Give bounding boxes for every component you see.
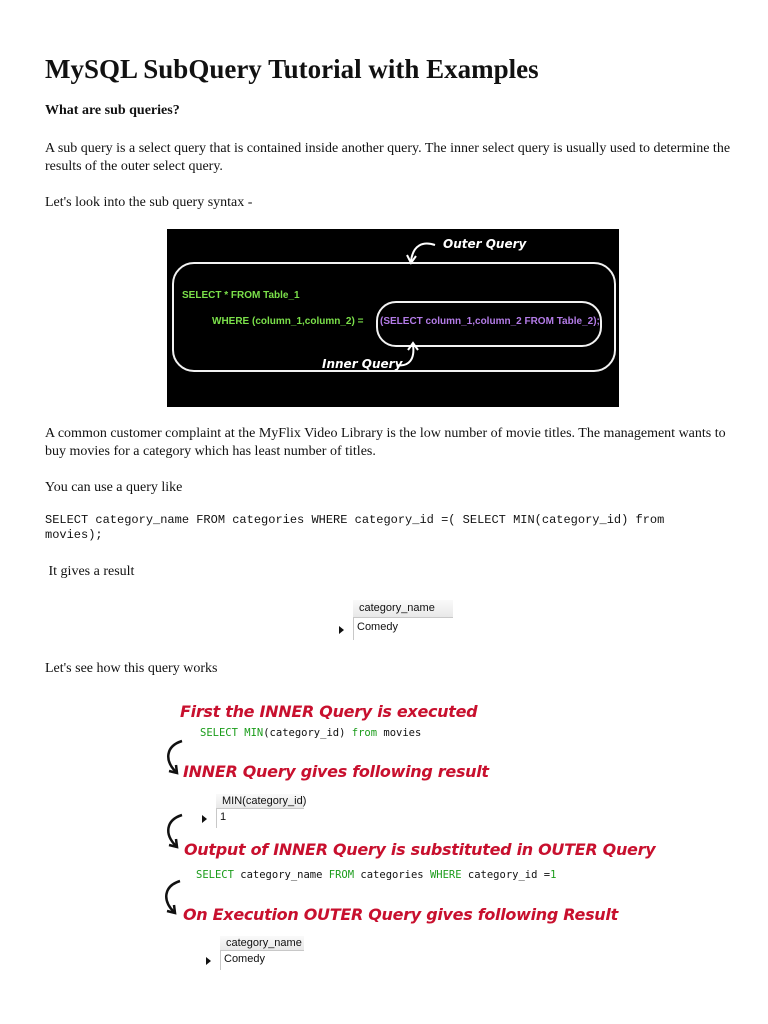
example-query-code: SELECT category_name FROM categories WHERE category_id =( SELECT MIN(category_id) from movies);: [45, 513, 665, 542]
step-4-note: On Execution OUTER Query gives following Result: [183, 905, 618, 924]
step-2-note: INNER Query gives following result: [183, 762, 489, 781]
row-pointer-icon: [202, 815, 207, 823]
grid-column-header: category_name: [353, 600, 453, 618]
step-1-note: First the INNER Query is executed: [180, 702, 478, 721]
subquery-syntax-diagram: [167, 229, 619, 407]
syntax-intro-paragraph: Let's look into the sub query syntax -: [45, 195, 253, 210]
inner-query-arrow-icon: [393, 341, 423, 371]
grid-cell: Comedy: [224, 953, 265, 965]
grid-cell: 1: [220, 811, 227, 823]
intro-paragraph: A sub query is a select query that is contained inside another query. The inner select query is usually used to determine the results of the outer select query.: [45, 141, 731, 174]
syntax-line-2: WHERE (column_1,column_2) =: [212, 316, 364, 327]
grid-column-header: MIN(category_id): [216, 794, 304, 809]
row-pointer-icon: [339, 626, 344, 634]
result-intro-paragraph: It gives a result: [45, 564, 135, 579]
row-pointer-icon: [206, 957, 211, 965]
page-title: MySQL SubQuery Tutorial with Examples: [45, 54, 539, 84]
how-it-works-paragraph: Let's see how this query works: [45, 661, 218, 676]
inner-query-label: Inner Query: [322, 357, 403, 371]
min-result-grid: [196, 794, 307, 828]
outer-query-arrow-icon: [405, 235, 445, 265]
inner-query-sql: (SELECT column_1,column_2 FROM Table_2);: [380, 316, 600, 327]
result-grid: [333, 600, 453, 640]
query-intro-paragraph: You can use a query like: [45, 480, 183, 495]
step-3-note: Output of INNER Query is substituted in OUTER Query: [184, 840, 656, 859]
outer-query-label: Outer Query: [443, 237, 527, 251]
inner-query-code: SELECT MIN(category_id) from movies: [200, 727, 422, 739]
scenario-paragraph: A common customer complaint at the MyFlix Video Library is the low number of movie titles. The management wants to buy movies for a category which has least number of titles.: [45, 426, 726, 459]
syntax-line-1: SELECT * FROM Table_1: [182, 290, 300, 301]
grid-cell: Comedy: [357, 621, 398, 633]
outer-query-code: SELECT category_name FROM categories WHERE category_id =1: [196, 869, 557, 881]
section-heading: What are sub queries?: [45, 103, 180, 118]
final-result-grid: [200, 936, 304, 970]
grid-column-header: category_name: [220, 936, 304, 951]
